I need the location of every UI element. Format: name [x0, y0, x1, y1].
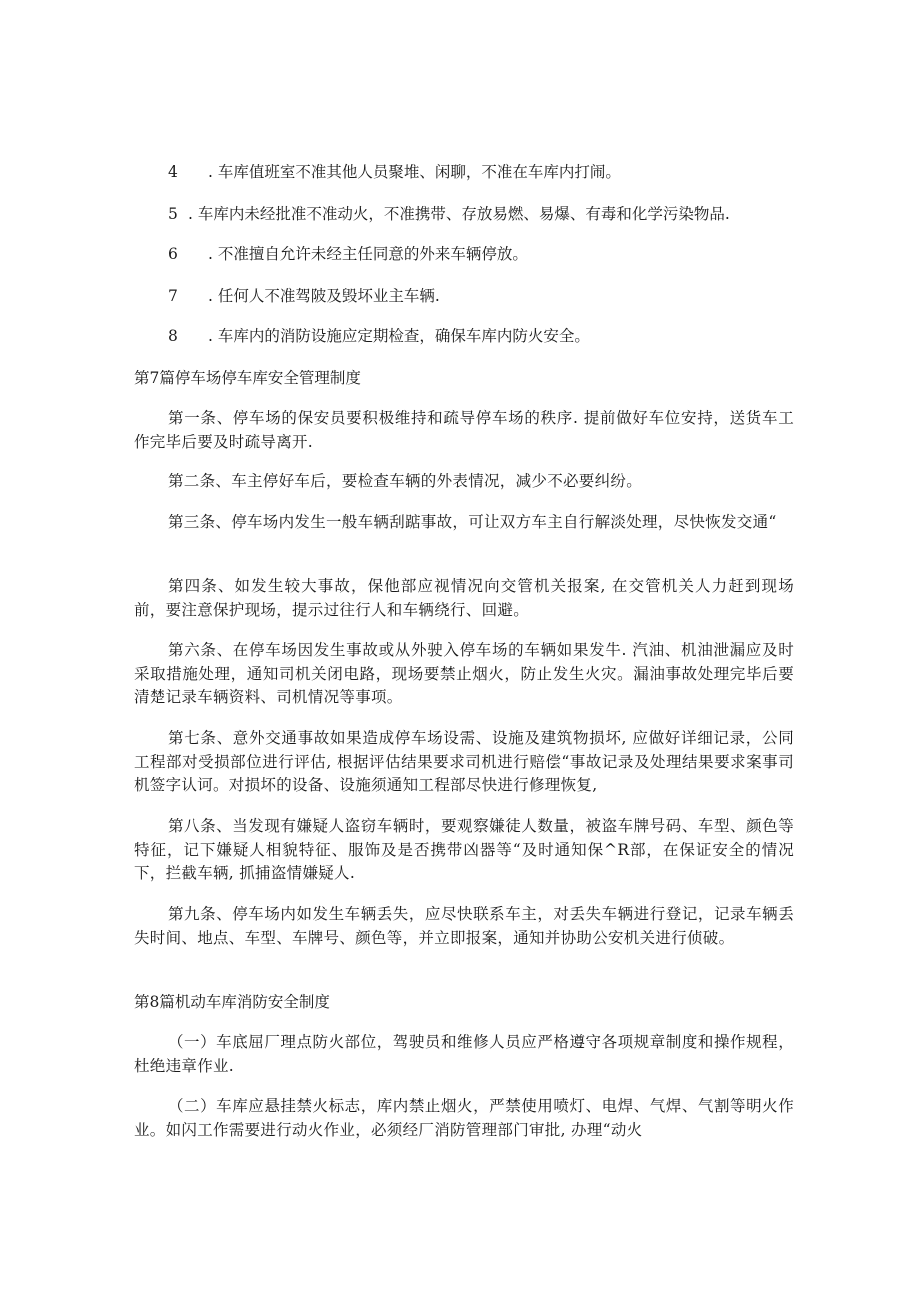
- paragraph-article-7: 第七条、意外交通事故如果造成停车场设需、设施及建筑物损坏, 应做好详细记录，公同工程部对受损部位进行评估, 根据评估结果要求司机进行赔偿“事故记录及处理结果要求案事司机签字认诃。对损坏的设备、设施须通知工程部尽快进行修理恢复,: [134, 729, 794, 794]
- paragraph-article-3: 第三条、停车场内发生一般车辆刮踮事故，可让双方车主自行解淡处理，尽快恢发交通“: [168, 513, 777, 531]
- section-heading-7: 第7篇停车场停车库安全管理制度: [134, 369, 361, 387]
- paragraph-article-1: 第一条、停车场的保安员要积极维持和疏导停车场的秩序. 提前做好车位安持，送货车工作完毕后要及时疏导离开.: [134, 409, 794, 451]
- list-text: . 车库内未经批准不准动火，不准携带、存放易燃、易爆、有毒和化学污染物品.: [188, 205, 730, 223]
- paragraph-article-8: 第八条、当发现有嫌疑人盗窃车辆时，要观察嫌徒人数量，被盗车牌号码、车型、颜色等特征，记下嫌疑人相貌特征、服饰及是否携带凶器等“及时通知保^R部，在保证安全的情况下，拦截车辆, 抓捕盗情嫌疑人.: [134, 817, 794, 882]
- list-text: . 不准擅自允许未经主任同意的外来车辆停放。: [208, 245, 528, 263]
- list-number: 4: [168, 163, 178, 181]
- list-text: . 车库内的消防设施应定期检查，确保车库内防火安全。: [208, 327, 590, 345]
- list-item-5: [168, 203, 808, 225]
- list-item-4: [168, 161, 808, 183]
- list-item-6: [168, 243, 808, 265]
- paragraph-article-6: 第六条、在停车场因发生事故或从外驶入停车场的车辆如果发牛. 汽油、机油泄漏应及时采取措施处理，通知司机关闭电路，现场要禁止烟火，防止发生火灾。漏油事故处理完毕后要清楚记录车辆资料、司机情况等事项。: [134, 641, 794, 706]
- list-number: 5: [168, 205, 178, 223]
- paragraph-article-2: 第二条、车主停好车后，要检查车辆的外表情况，减少不必要纠纷。: [168, 472, 643, 490]
- list-number: 6: [168, 245, 178, 263]
- list-item-7: [168, 285, 808, 307]
- list-text: . 任何人不准驾陂及毁坏业主车辆.: [208, 287, 440, 305]
- list-text: . 车库值班室不准其他人员聚堆、闲聊，不准在车库内打闹。: [208, 163, 621, 181]
- list-number: 8: [168, 327, 178, 345]
- list-item-8: [168, 325, 808, 347]
- list-number: 7: [168, 287, 178, 305]
- paragraph-clause-1: （一）车底屈厂理点防火部位，驾驶员和维修人员应严格遵守各项规章制度和操作规程，杜绝违章作业.: [134, 1033, 794, 1075]
- paragraph-article-4: 第四条、如发生较大事故，保他部应视情况向交管机关报案, 在交管机关人力赶到现场前，要注意保护现场，提示过往行人和车辆绕行、回避。: [134, 577, 794, 619]
- section-heading-8: 第8篇机动车库消防安全制度: [134, 993, 330, 1011]
- paragraph-clause-2: （二）车库应悬挂禁火标志，库内禁止烟火，严禁使用喷灯、电焊、气焊、气割等明火作业。如闪工作需要进行动火作业，必须经厂消防管理部门审批, 办理“动火: [134, 1097, 794, 1139]
- paragraph-article-9: 第九条、停车场内如发生车辆丢失，应尽快联系车主，对丢失车辆进行登记，记录车辆丢失时间、地点、车型、车牌号、颜色等，并立即报案，通知并协助公安机关进行侦破。: [134, 905, 794, 947]
